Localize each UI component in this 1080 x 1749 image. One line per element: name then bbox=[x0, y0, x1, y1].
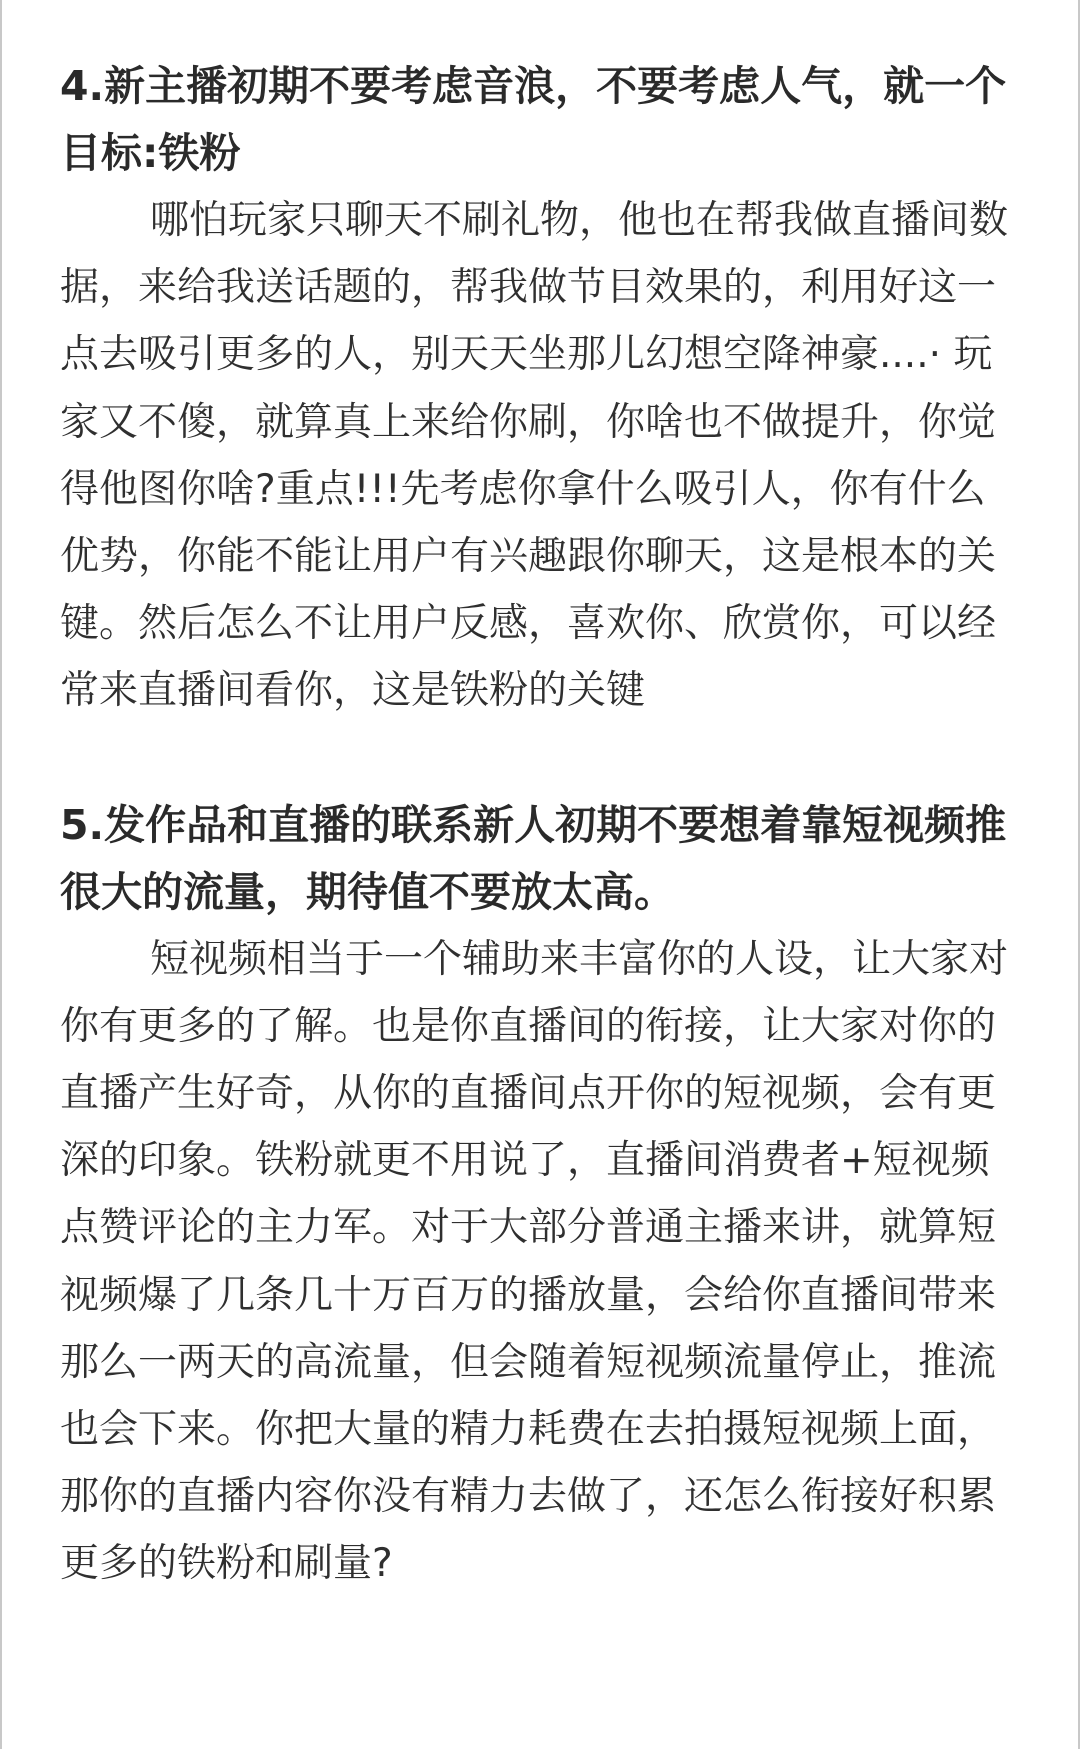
article-content bbox=[60, 53, 1020, 1598]
section-body: 哪怕玩家只聊天不刷礼物，他也在帮我做直播间数据，来给我送话题的，帮我做节目效果的，利用好这一点去吸引更多的人，别天天坐那儿幻想空降神豪....· 玩家又不傻，就算真上来给你刷，你啥也不做提升，你觉得他图你啥?重点!!!先考虑你拿什么吸引人，你有什么优势，你能不能让用户有兴趣跟你聊天，这是根本的关键。然后怎么不让用户反感，喜欢你、欣赏你，可以经常来直播间看你，这是铁粉的关键 bbox=[60, 198, 1009, 714]
section-heading: 5.发作品和直播的联系新人初期不要想着靠短视频推很大的流量，期待值不要放太高。 bbox=[60, 800, 1007, 916]
section-4 bbox=[60, 53, 1020, 725]
section-gap bbox=[60, 725, 1020, 792]
section-heading: 4.新主播初期不要考虑音浪，不要考虑人气，就一个目标:铁粉 bbox=[60, 62, 1007, 177]
section-body: 短视频相当于一个辅助来丰富你的人设，让大家对你有更多的了解。也是你直播间的衔接，让大家对你的直播产生好奇，从你的直播间点开你的短视频，会有更深的印象。铁粉就更不用说了，直播间消费者+短视频点赞评论的主力军。对于大部分普通主播来讲，就算短视频爆了几条几十万百万的播放量，会给你直播间带来那么一两天的高流量，但会随着短视频流量停止，推流也会下来。你把大量的精力耗费在去拍摄短视频上面，那你的直播内容你没有精力去做了，还怎么衔接好积累更多的铁粉和刷量? bbox=[60, 936, 1009, 1587]
section-5 bbox=[60, 792, 1020, 1598]
